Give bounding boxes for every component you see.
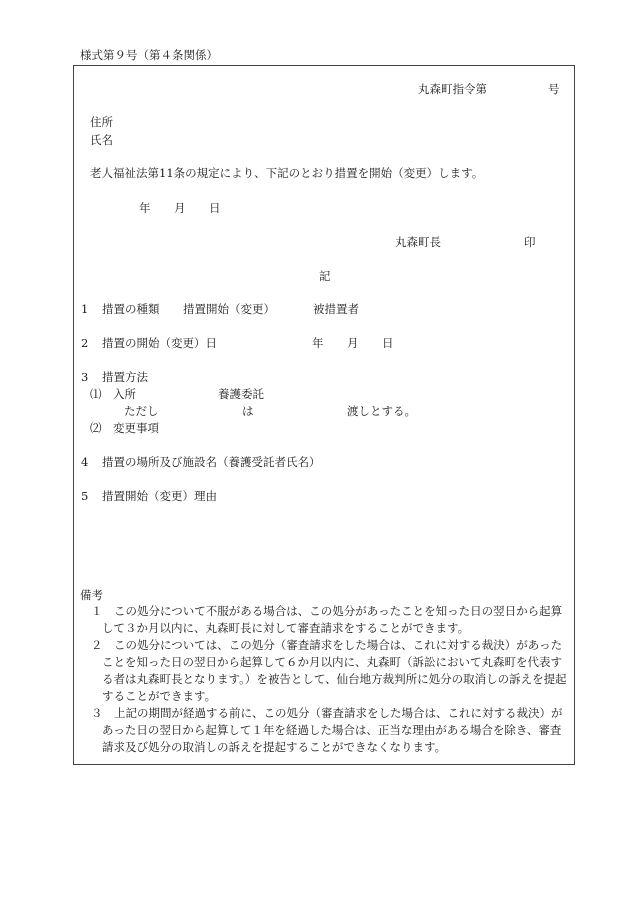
note-1-line-1: １ この処分について不服がある場合は、この処分があったことを知った日の翌日から起算 <box>91 604 563 618</box>
note-3-line-3: 請求及び処分の取消しの訴えを提起することができなくなります。 <box>102 740 447 754</box>
item1-label: 措置の種類 <box>102 302 160 316</box>
note-1-line-2: して３か月以内に、丸森町長に対して審査請求をすることができます。 <box>102 621 470 635</box>
item4-number: 4 <box>81 455 89 469</box>
item3-number: 3 <box>81 370 89 384</box>
note-3-line-2: あった日の翌日から起算して１年を経過した場合は、正当な理由がある場合を除き、審査 <box>102 723 562 737</box>
item5-label: 措置開始（変更）理由 <box>102 489 217 503</box>
item3-proviso-end: 渡しとする。 <box>347 404 416 418</box>
item3-sub1-number: ⑴ <box>90 387 102 401</box>
item3-sub2-number: ⑵ <box>90 421 102 435</box>
date-year: 年 <box>139 201 151 215</box>
item5-number: 5 <box>81 489 89 503</box>
designation-prefix: 丸森町指令第 <box>418 82 487 96</box>
item4-label: 措置の場所及び施設名（養護受託者氏名） <box>102 455 321 469</box>
item3-sub2-label: 変更事項 <box>113 421 159 435</box>
address-label: 住所 <box>90 115 113 129</box>
item2-label: 措置の開始（変更）日 <box>102 336 217 350</box>
date-month: 月 <box>174 201 186 215</box>
item1-number: 1 <box>81 302 89 316</box>
item2-month: 月 <box>347 336 359 350</box>
item3-proviso-start: ただし <box>124 404 159 418</box>
item1-value: 措置開始（変更） <box>183 302 275 316</box>
note-2-line-1: ２ この処分については、この処分（審査請求をした場合は、これに対する裁決）があった <box>91 638 563 652</box>
note-2-line-4: することができます。 <box>102 689 217 703</box>
ki-heading: 記 <box>319 269 331 283</box>
main-text: 老人福祉法第11条の規定により、下記のとおり措置を開始（変更）します。 <box>90 166 484 180</box>
item3-proviso-mid: は <box>242 404 254 418</box>
note-2-line-2: ことを知った日の翌日から起算して６か月以内に、丸森町（訴訟において丸森町を代表す <box>102 655 562 669</box>
date-day: 日 <box>209 201 221 215</box>
note-2-line-3: る者は丸森町長となります。）を被告として、仙台地方裁判所に処分の取消しの訴えを提起 <box>102 672 567 686</box>
item2-year: 年 <box>312 336 324 350</box>
issuer-title: 丸森町長 <box>395 235 441 249</box>
item3-sub1-label: 入所 <box>113 387 136 401</box>
item2-number: 2 <box>81 336 89 350</box>
item3-sub1-value: 養護委託 <box>218 387 264 401</box>
name-label: 氏名 <box>90 133 113 147</box>
notes-title: 備考 <box>80 588 103 602</box>
item2-day: 日 <box>382 336 394 350</box>
designation-number-suffix: 号 <box>548 82 560 96</box>
form-label: 様式第９号（第４条関係） <box>80 48 218 62</box>
item1-extra: 被措置者 <box>313 302 359 316</box>
item3-label: 措置方法 <box>102 370 148 384</box>
note-3-line-1: ３ 上記の期間が経過する前に、この処分（審査請求をした場合は、これに対する裁決）が <box>91 706 563 720</box>
seal-mark: 印 <box>524 235 536 249</box>
